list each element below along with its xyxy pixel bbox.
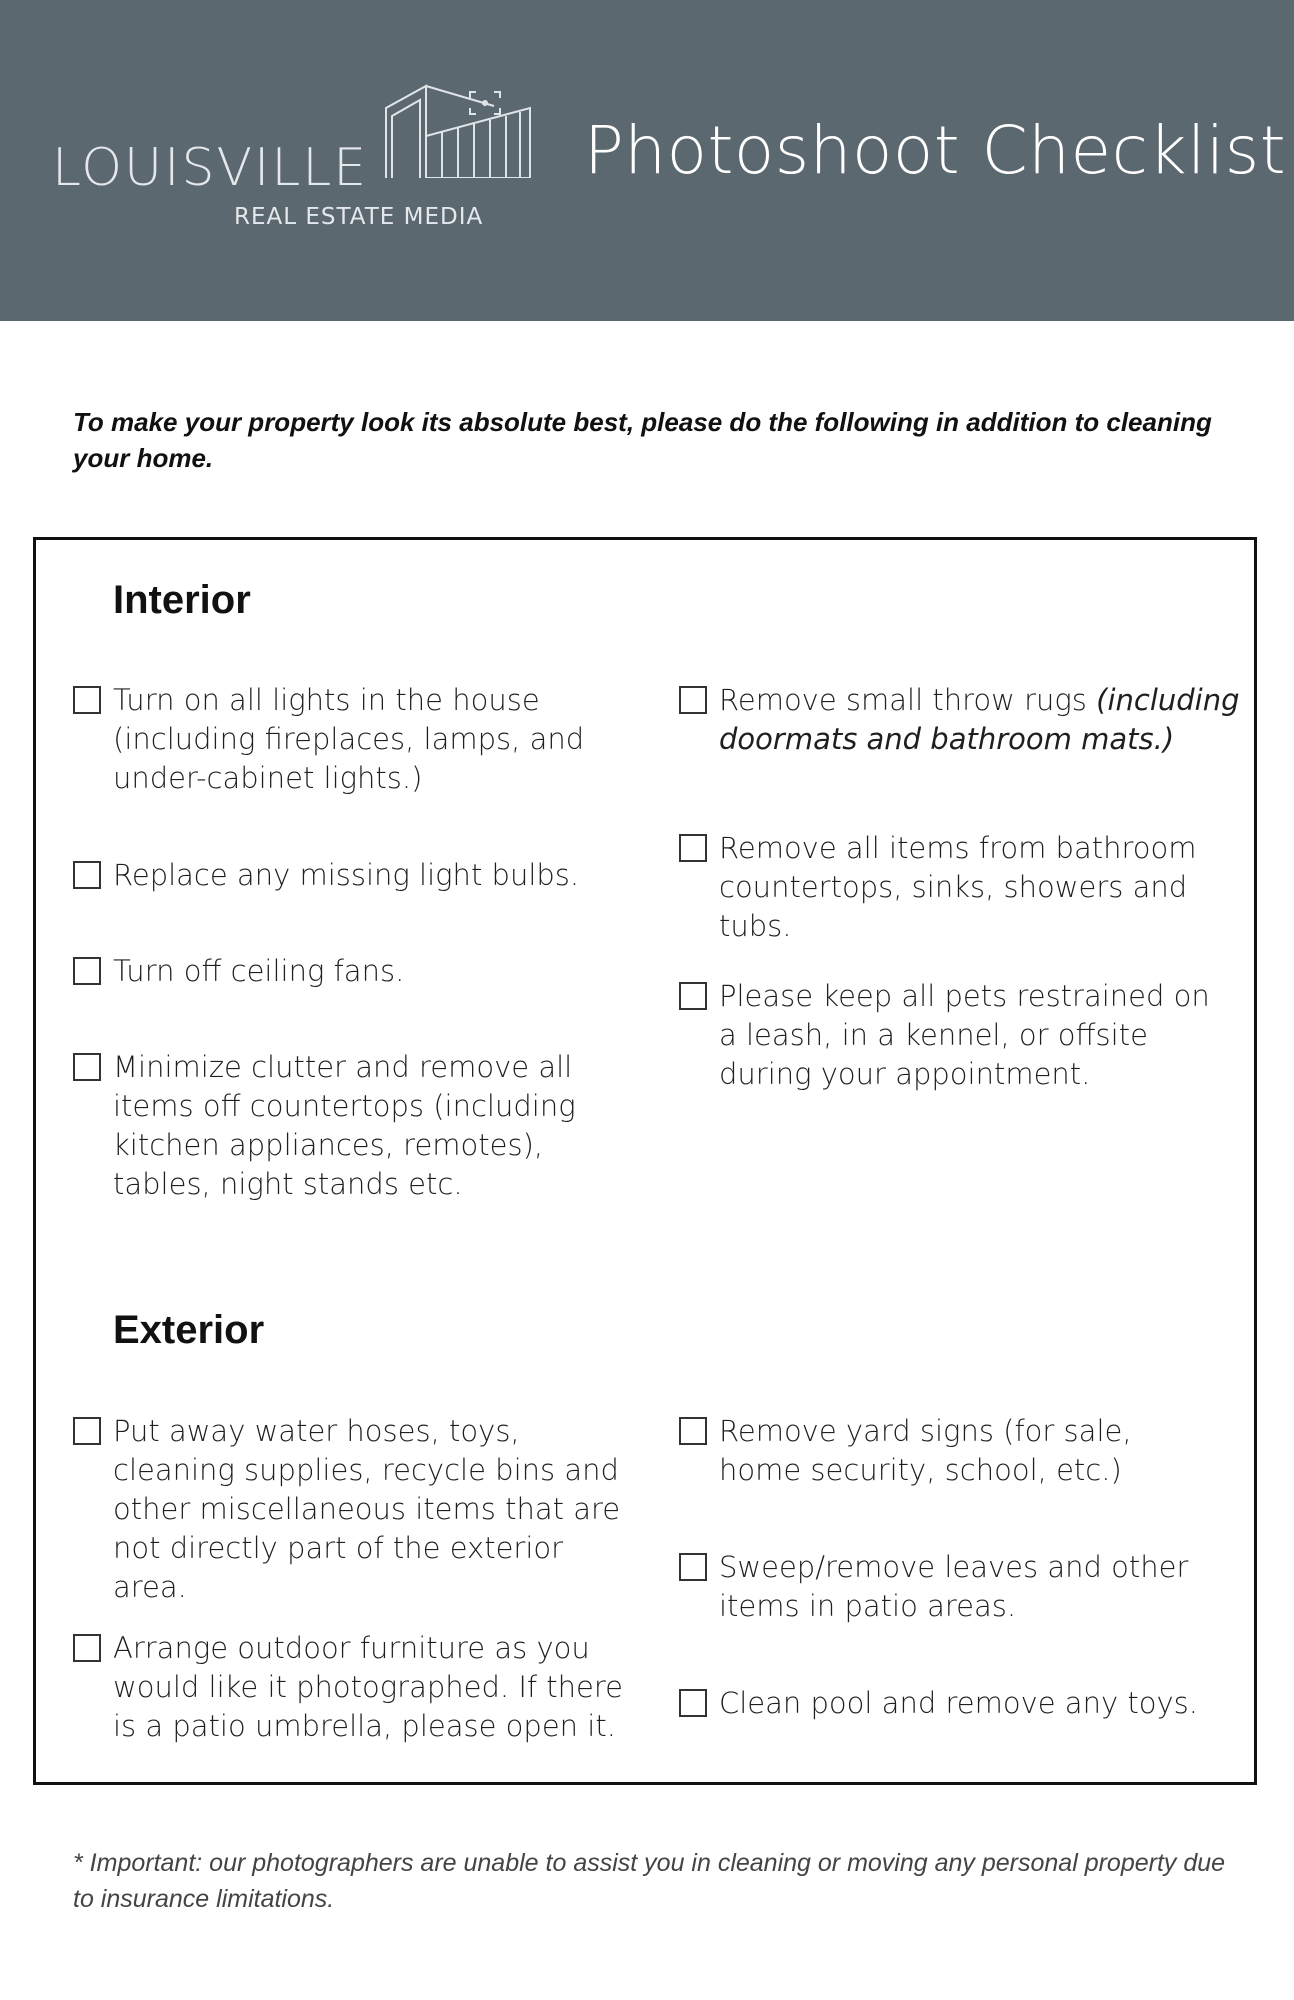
checklist-item-label: Turn off ceiling fans. (113, 954, 405, 988)
checklist-item[interactable] (73, 681, 633, 798)
checklist-item-label: Arrange outdoor furniture as you would like it photographed. If there is a patio umbrella, please open it. (113, 1631, 624, 1743)
checkbox[interactable] (73, 1634, 101, 1662)
checklist-item[interactable] (73, 856, 633, 895)
checkbox[interactable] (679, 1417, 707, 1445)
checklist-item-label: Put away water hoses, toys, cleaning supplies, recycle bins and other miscellaneous items that are not directly part of the exterior area. (113, 1414, 621, 1604)
checklist-item[interactable] (73, 1412, 633, 1607)
checklist-item-label: Minimize clutter and remove all items off countertops (including kitchen appliances, remotes), tables, night stands etc. (113, 1050, 576, 1201)
checklist-item[interactable] (73, 952, 633, 991)
checkbox[interactable] (679, 982, 707, 1010)
section-title-exterior: Exterior (113, 1308, 265, 1352)
checklist-item-label: Sweep/remove leaves and other items in patio areas. (719, 1550, 1189, 1623)
checklist-item-note: (including doormats and bathroom mats.) (719, 683, 1240, 756)
checkbox[interactable] (73, 1053, 101, 1081)
checklist-item-label: Clean pool and remove any toys. (719, 1686, 1198, 1720)
checklist-item[interactable] (679, 1684, 1219, 1723)
checkbox[interactable] (73, 1417, 101, 1445)
checklist-item-label: Remove all items from bathroom countertops, sinks, showers and tubs. (719, 831, 1197, 943)
checklist-item[interactable] (73, 1629, 633, 1746)
checklist-item[interactable] (73, 1048, 633, 1204)
checklist-item-label: Turn on all lights in the house (including fireplaces, lamps, and under-cabinet lights.) (113, 683, 585, 795)
checklist-item-label: Remove small throw rugs (719, 683, 1097, 717)
checkbox[interactable] (73, 957, 101, 985)
footnote: * Important: our photographers are unable to assist you in cleaning or moving any personal property due to insurance limitations. (73, 1849, 1226, 1913)
checkbox[interactable] (73, 686, 101, 714)
checklist-item[interactable] (679, 681, 1259, 759)
checkbox[interactable] (679, 686, 707, 714)
page-title: Photoshoot Checklist (584, 112, 1287, 189)
checklist-item[interactable] (679, 829, 1259, 946)
brand-subtitle: REAL ESTATE MEDIA (234, 204, 484, 230)
checklist-item[interactable] (679, 977, 1219, 1094)
section-title-interior: Interior (113, 578, 251, 622)
checklist-item-label: Remove yard signs (for sale, home security, school, etc.) (719, 1414, 1132, 1487)
checkbox[interactable] (73, 861, 101, 889)
intro-text: To make your property look its absolute best, please do the following in addition to cleaning your home. (73, 407, 1212, 473)
brand-name: LOUISVILLE (52, 138, 369, 198)
header-banner (0, 0, 1294, 321)
checklist-item[interactable] (679, 1412, 1219, 1490)
checkbox[interactable] (679, 1553, 707, 1581)
checkbox[interactable] (679, 1689, 707, 1717)
checklist-item-label: Replace any missing light bulbs. (113, 858, 580, 892)
checkbox[interactable] (679, 834, 707, 862)
checklist-item[interactable] (679, 1548, 1219, 1626)
checklist-item-label: Please keep all pets restrained on a leash, in a kennel, or offsite during your appointment. (719, 979, 1210, 1091)
